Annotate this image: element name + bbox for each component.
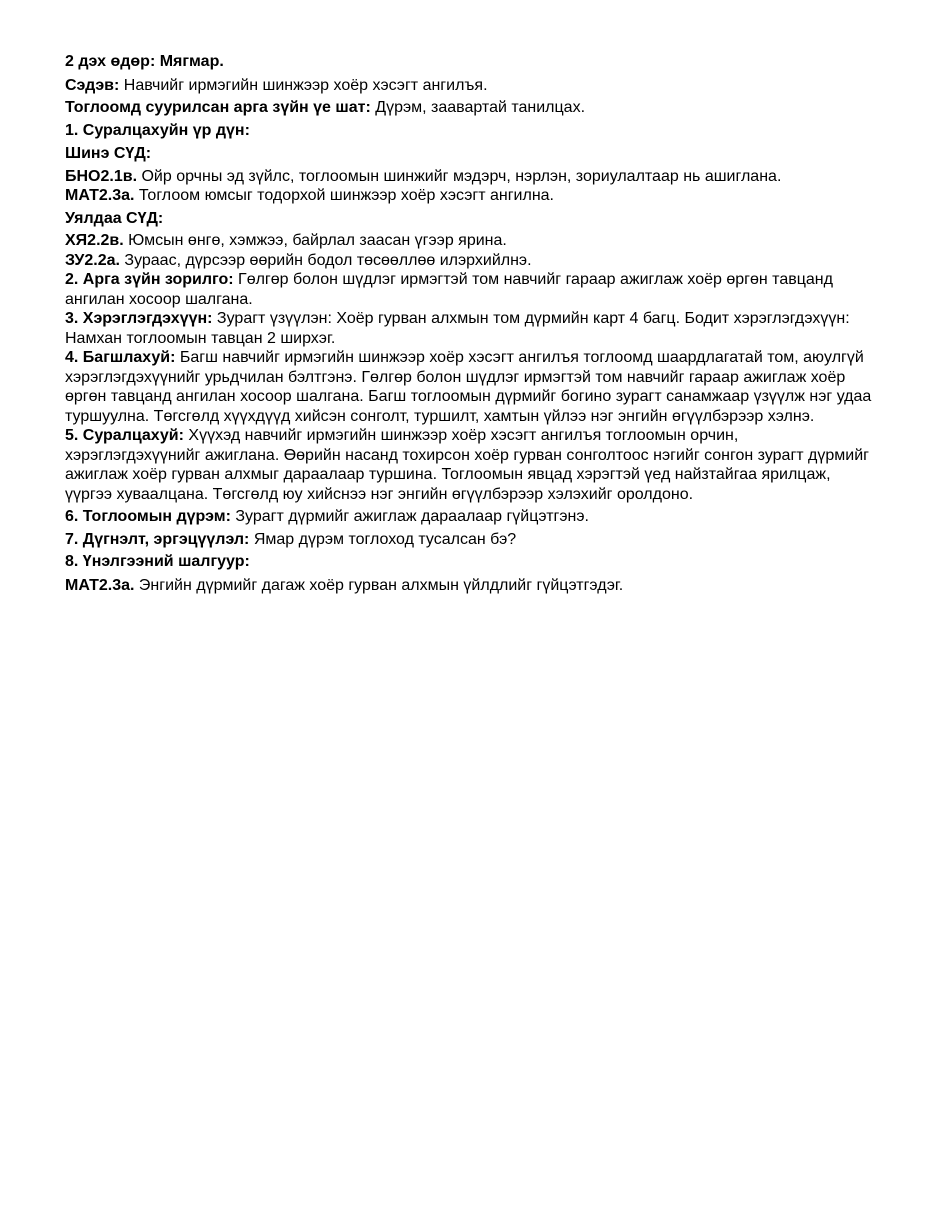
learning-text: Хүүхэд навчийг ирмэгийн шинжээр хоёр хэсэгт ангилъя тоглоомын орчин, хэрэглэгдэхүүнийг ажиглана. Өөрийн насанд тохирсон хоёр гурван сонголтоос нэгийг сонгон зурагт дүрмийг ажиглаж хоёр гурван алхмыг дараалаар туршина. Тоглоомын явцад хэрэгтэй үед найзтайгаа ярилцаж, үүргээ хуваалцана. Төгсгөлд юу хийснээ нэг энгийн өгүүлбэрээр хэлэхийг оролдоно.: [65, 427, 869, 503]
topic-line: [65, 76, 873, 96]
learning-label: 5. Суралцахуй:: [65, 427, 184, 444]
goal-text: Гөлгөр болон шүдлэг ирмэгтэй том навчийг гараар ажиглаж хоёр өргөн тавцанд ангилан хосоор шалгана.: [65, 271, 833, 308]
goal-paragraph: [65, 270, 873, 309]
link-item-text: Зураас, дүрсээр өөрийн бодол төсөөллөө илэрхийлнэ.: [119, 251, 532, 269]
link-item-code: ЗУ2.2а.: [65, 251, 120, 269]
outcomes-heading: 1. Суралцахуйн үр дүн:: [65, 121, 250, 139]
teaching-label: 4. Багшлахуй:: [65, 349, 176, 366]
stage-text: Дүрэм, заавартай танилцах.: [370, 99, 586, 116]
core-heading: Шинэ СҮД:: [65, 145, 152, 162]
goal-label: 2. Арга зүйн зорилго:: [65, 271, 234, 288]
criteria-item: [65, 576, 873, 596]
teaching-paragraph: [65, 348, 873, 426]
materials-text: Зурагт үзүүлэн: Хоёр гурван алхмын том дүрмийн карт 4 багц. Бодит хэрэглэгдэхүүн: Намхан тоглоомын тавцан 2 ширхэг.: [65, 310, 850, 347]
stage-line: [65, 98, 873, 118]
lesson-plan-document: [65, 52, 873, 595]
core-item: [65, 186, 873, 206]
topic-text: Навчийг ирмэгийн шинжээр хоёр хэсэгт ангилъя.: [119, 76, 488, 94]
teaching-text: Багш навчийг ирмэгийн шинжээр хоёр хэсэгт ангилъя тоглоомд шаардлагатай том, аюулгүй хэрэглэгдэхүүнийг урьдчилан бэлтгэнэ. Гөлгөр болон шүдлэг ирмэгтэй том навчийг гараар ажиглаж хоёр өргөн тавцанд ангилан хосоор шалгана. Багш тоглоомын дүрмийг богино зурагт санамжаар үзүүлж нэг удаа туршуулна. Төгсгөлд хүүхдүүд хийсэн сонголт, туршилт, хамтын үйлээ нэг энгийн өгүүлбэрээр хэлнэ.: [65, 349, 872, 425]
criteria-heading: 8. Үнэлгээний шалгуур:: [65, 553, 250, 570]
rules-text: Зурагт дүрмийг ажиглаж дараалаар гүйцэтгэнэ.: [230, 508, 589, 525]
rules-label: 6. Тоглоомын дүрэм:: [65, 508, 231, 525]
core-item-code: МАТ2.3а.: [65, 187, 135, 204]
core-item-code: БНО2.1в.: [65, 167, 138, 185]
topic-label: Сэдэв:: [65, 76, 120, 94]
reflection-text: Ямар дүрэм тоглоход тусалсан бэ?: [249, 530, 517, 548]
criteria-item-text: Энгийн дүрмийг дагаж хоёр гурван алхмын үйлдлийг гүйцэтгэдэг.: [134, 576, 624, 594]
materials-label: 3. Хэрэглэгдэхүүн:: [65, 310, 213, 327]
stage-label: Тоглоомд суурилсан арга зүйн үе шат:: [65, 99, 371, 116]
day-title: 2 дэх өдөр: Мягмар.: [65, 53, 224, 70]
core-item-text: Ойр орчны эд зүйлс, тоглоомын шинжийг мэдэрч, нэрлэн, зориулалтаар нь ашиглана.: [137, 167, 782, 185]
criteria-item-code: МАТ2.3а.: [65, 576, 135, 594]
rules-line: [65, 507, 873, 527]
link-item: [65, 251, 873, 271]
link-heading: Уялдаа СҮД:: [65, 209, 164, 227]
link-item-text: Юмсын өнгө, хэмжээ, байрлал заасан үгээр ярина.: [123, 232, 507, 249]
link-item-code: ХЯ2.2в.: [65, 232, 124, 249]
core-item-text: Тоглоом юмсыг тодорхой шинжээр хоёр хэсэгт ангилна.: [134, 187, 554, 204]
materials-paragraph: [65, 309, 873, 348]
reflection-line: [65, 530, 873, 550]
reflection-label: 7. Дүгнэлт, эргэцүүлэл:: [65, 530, 250, 548]
learning-paragraph: [65, 426, 873, 504]
core-item: [65, 167, 873, 187]
link-item: [65, 231, 873, 251]
